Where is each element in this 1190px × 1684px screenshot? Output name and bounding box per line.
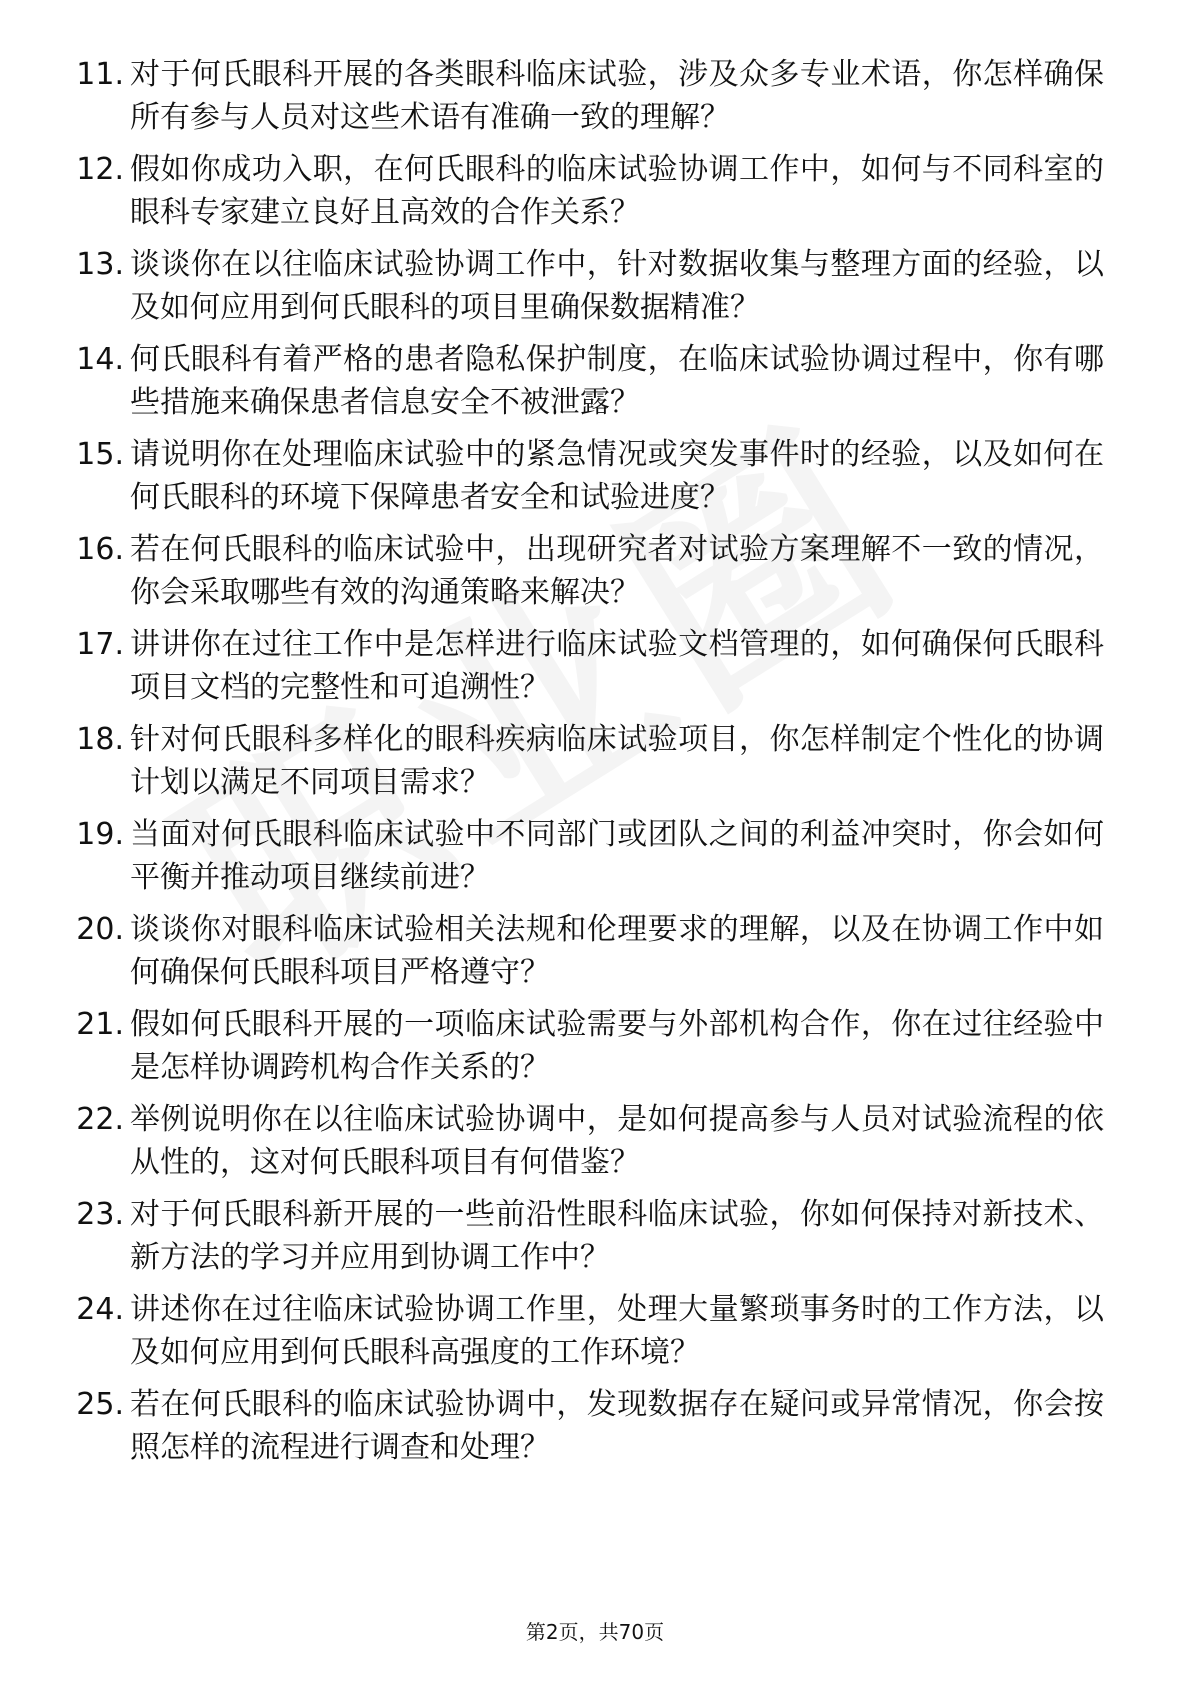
question-number: 14. [76,342,124,377]
question-item [60,908,1120,994]
question-text: 对于何氏眼科新开展的一些前沿性眼科临床试验，你如何保持对新技术、新方法的学习并应用到协调工作中？ [130,1197,1104,1275]
question-number: 19. [76,817,124,852]
question-text: 若在何氏眼科的临床试验协调中，发现数据存在疑问或异常情况，你会按照怎样的流程进行调查和处理？ [130,1387,1104,1465]
question-text: 谈谈你在以往临床试验协调工作中，针对数据收集与整理方面的经验，以及如何应用到何氏眼科的项目里确保数据精准？ [130,247,1104,325]
question-number: 18. [76,722,124,757]
question-item [60,1288,1120,1374]
question-item [60,338,1120,424]
question-text: 当面对何氏眼科临床试验中不同部门或团队之间的利益冲突时，你会如何平衡并推动项目继续前进？ [130,817,1104,895]
question-number: 13. [76,247,124,282]
question-item [60,433,1120,519]
question-item [60,243,1120,329]
question-number: 11. [76,57,124,92]
question-item [60,1098,1120,1184]
question-item [60,1383,1120,1469]
question-item [60,1003,1120,1089]
question-number: 21. [76,1007,124,1042]
question-item [60,528,1120,614]
question-text: 若在何氏眼科的临床试验中，出现研究者对试验方案理解不一致的情况，你会采取哪些有效的沟通策略来解决？ [130,532,1104,610]
question-text: 讲述你在过往临床试验协调工作里，处理大量繁琐事务时的工作方法，以及如何应用到何氏眼科高强度的工作环境？ [130,1292,1104,1370]
question-number: 23. [76,1197,124,1232]
question-item [60,813,1120,899]
question-text: 何氏眼科有着严格的患者隐私保护制度，在临床试验协调过程中，你有哪些措施来确保患者信息安全不被泄露？ [130,342,1104,420]
page-footer: 第2页，共70页 [525,1620,665,1644]
question-text: 讲讲你在过往工作中是怎样进行临床试验文档管理的，如何确保何氏眼科项目文档的完整性和可追溯性？ [130,627,1104,705]
question-text: 请说明你在处理临床试验中的紧急情况或突发事件时的经验，以及如何在何氏眼科的环境下保障患者安全和试验进度？ [130,437,1104,515]
question-number: 22. [76,1102,124,1137]
question-item [60,718,1120,804]
question-item [60,148,1120,234]
question-item [60,1193,1120,1279]
question-number: 15. [76,437,124,472]
question-number: 12. [76,152,124,187]
question-text: 针对何氏眼科多样化的眼科疾病临床试验项目，你怎样制定个性化的协调计划以满足不同项目需求？ [130,722,1104,800]
question-text: 对于何氏眼科开展的各类眼科临床试验，涉及众多专业术语，你怎样确保所有参与人员对这些术语有准确一致的理解？ [130,57,1104,135]
question-item [60,623,1120,709]
question-text: 假如你成功入职，在何氏眼科的临床试验协调工作中，如何与不同科室的眼科专家建立良好且高效的合作关系？ [130,152,1104,230]
question-number: 17. [76,627,124,662]
question-number: 16. [76,532,124,567]
question-number: 24. [76,1292,124,1327]
question-text: 假如何氏眼科开展的一项临床试验需要与外部机构合作，你在过往经验中是怎样协调跨机构合作关系的？ [130,1007,1104,1085]
question-number: 25. [76,1387,124,1422]
question-item [60,53,1120,139]
question-number: 20. [76,912,124,947]
question-text: 举例说明你在以往临床试验协调中，是如何提高参与人员对试验流程的依从性的，这对何氏眼科项目有何借鉴？ [130,1102,1104,1180]
question-text: 谈谈你对眼科临床试验相关法规和伦理要求的理解，以及在协调工作中如何确保何氏眼科项目严格遵守？ [130,912,1104,990]
